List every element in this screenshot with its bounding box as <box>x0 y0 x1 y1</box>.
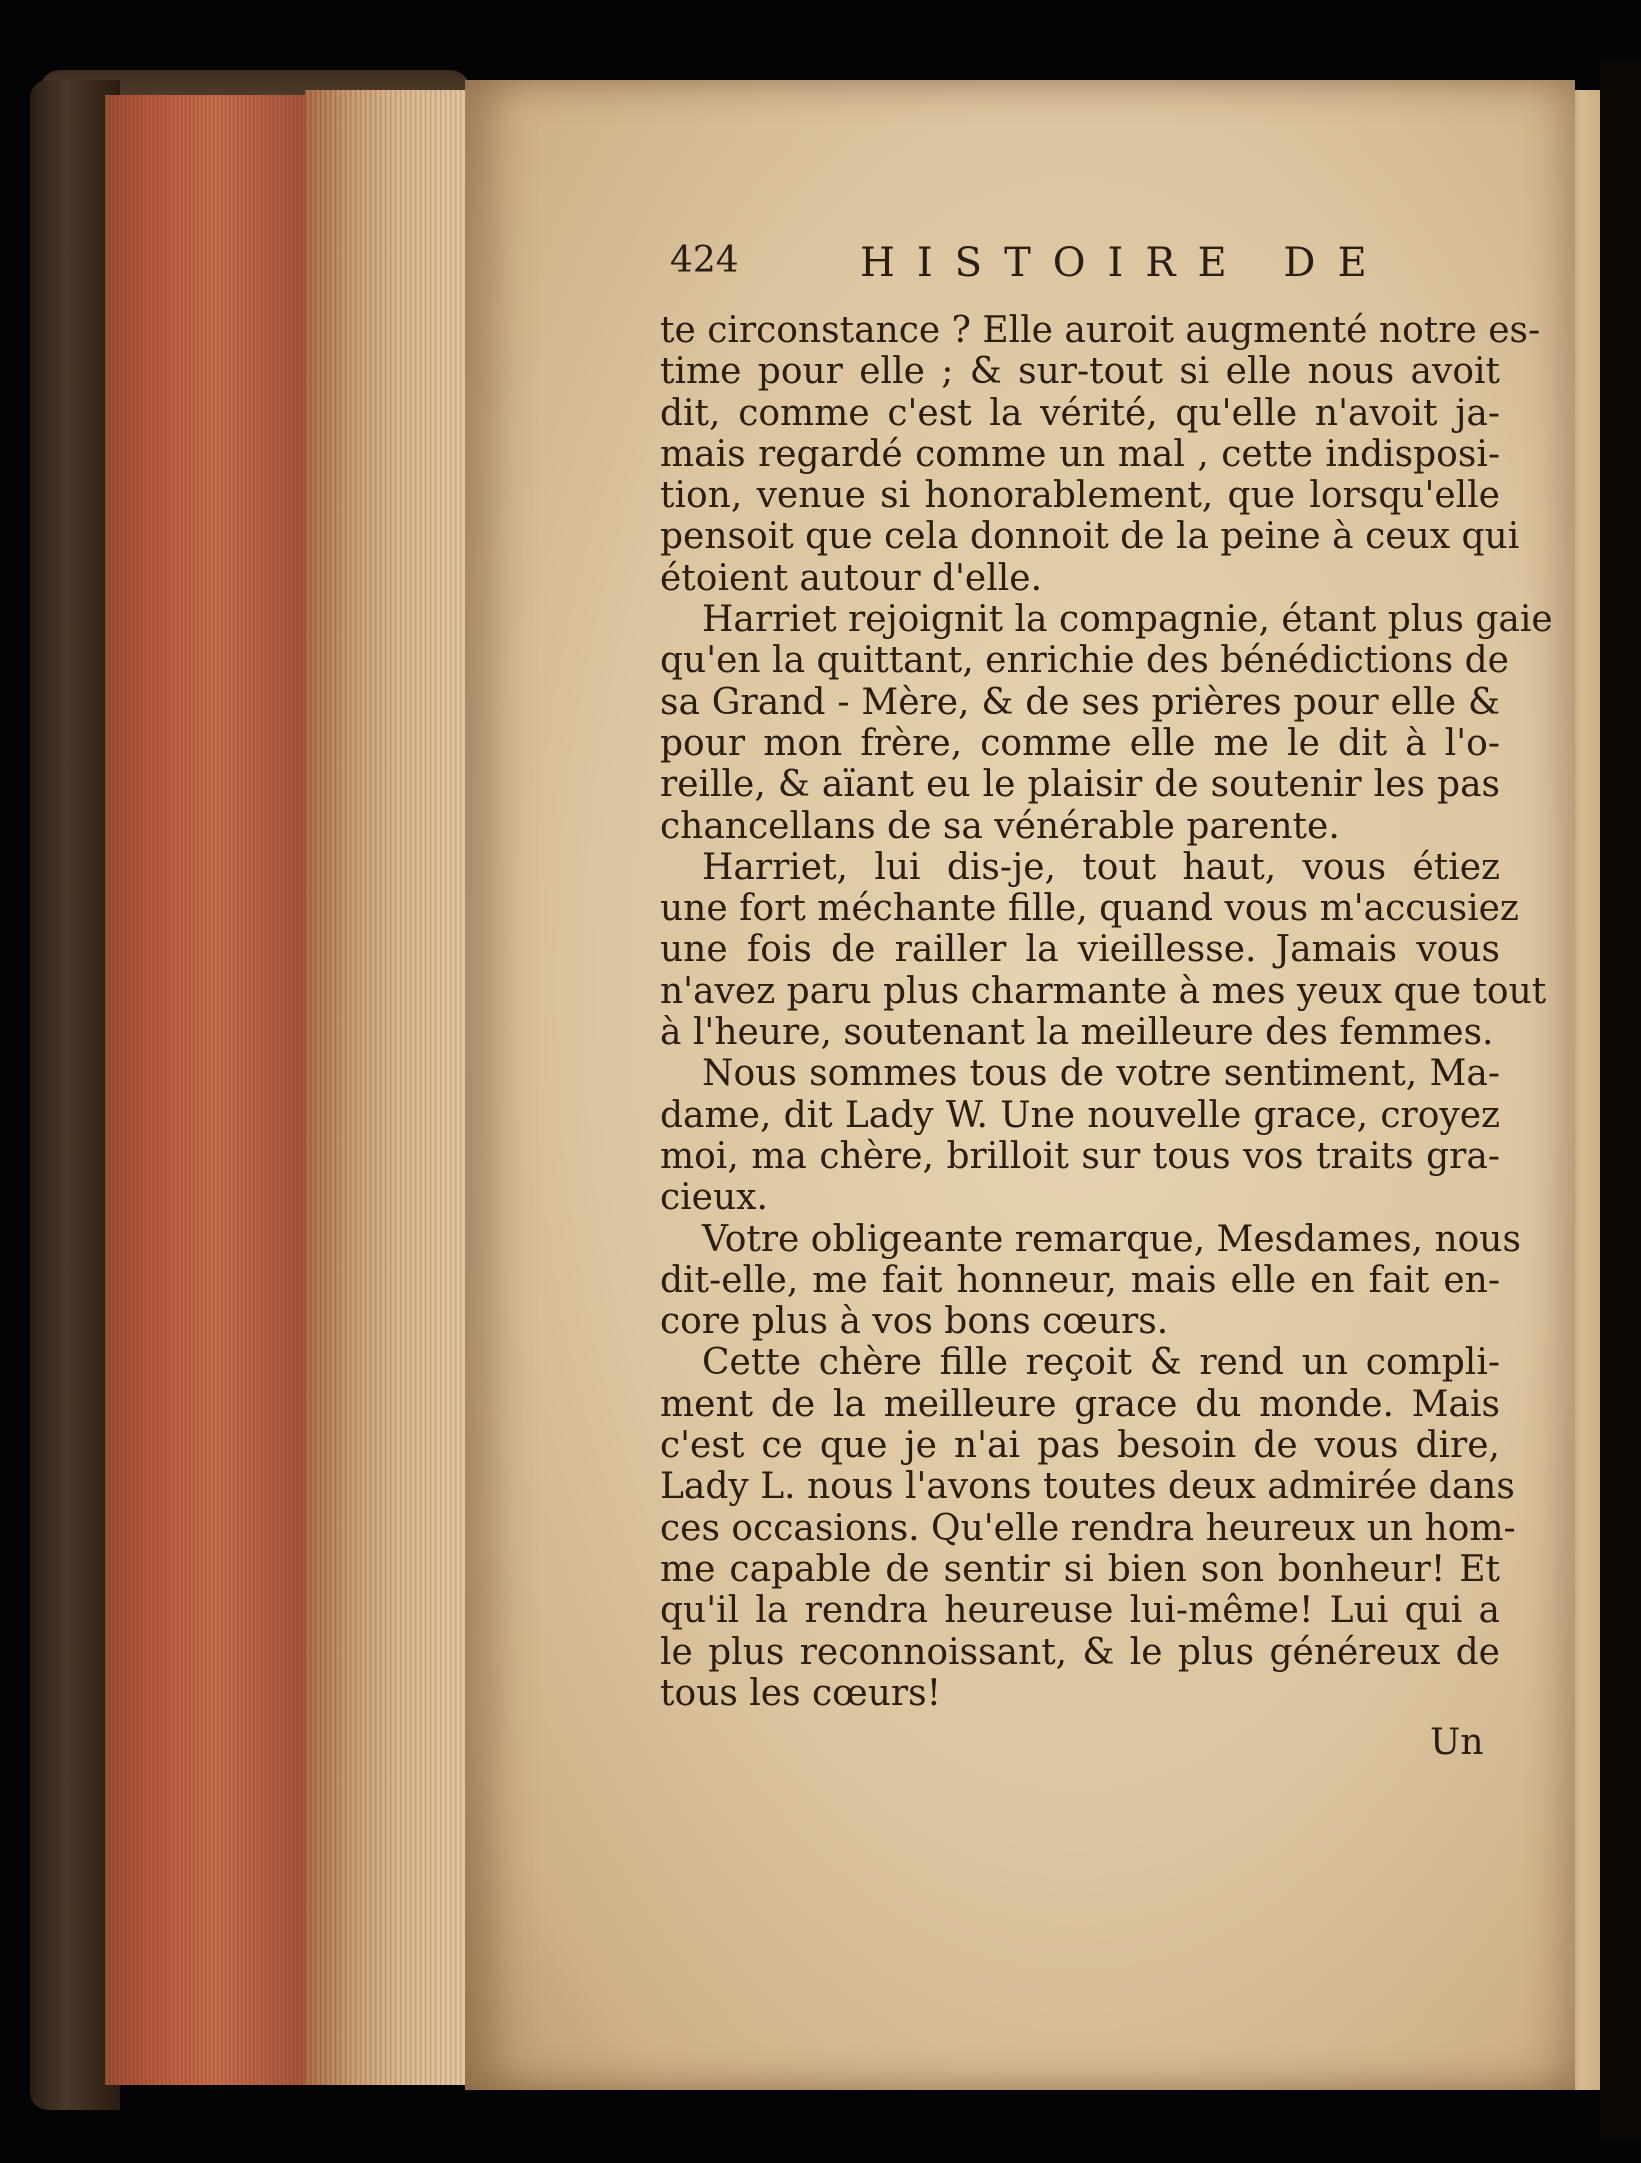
text-line: dame, dit Lady W. Une nouvelle grace, croyez <box>660 1094 1500 1136</box>
text-line: pensoit que cela donnoit de la peine à ceux qui <box>660 516 1520 558</box>
text-line: qu'il la rendra heureuse lui-même! Lui qui a <box>660 1590 1500 1632</box>
text-line: dit-elle, me fait honneur, mais elle en fait en- <box>660 1259 1500 1301</box>
page-header <box>660 240 1500 310</box>
text-line: moi, ma chère, brilloit sur tous vos traits gra- <box>660 1135 1500 1177</box>
text-line: le plus reconnoissant, & le plus généreux de <box>660 1631 1500 1673</box>
text-line: qu'en la quittant, enrichie des bénédictions de <box>660 640 1509 682</box>
text-line: mais regardé comme un mal , cette indisposi- <box>660 433 1500 475</box>
text-line: ment de la meilleure grace du monde. Mais <box>660 1383 1500 1425</box>
text-line: Nous sommes tous de votre sentiment, Ma- <box>702 1053 1500 1095</box>
text-line: une fois de railler la vieillesse. Jamais vous <box>660 929 1500 971</box>
page-edges <box>305 90 465 2085</box>
text-line: étoient autour d'elle. <box>660 557 1043 599</box>
text-line: c'est ce que je n'ai pas besoin de vous dire, <box>660 1425 1500 1467</box>
text-line: Cette chère fille reçoit & rend un compli- <box>702 1342 1500 1384</box>
page-text <box>660 240 1553 1764</box>
text-line: tous les cœurs! <box>660 1672 942 1714</box>
catchword: Un <box>1430 1722 1484 1764</box>
text-line: sa Grand - Mère, & de ses prières pour elle & <box>660 681 1500 723</box>
text-line: te circonstance ? Elle auroit augmenté notre es- <box>660 310 1541 351</box>
body-text <box>660 310 1553 1714</box>
scan-background <box>1600 60 1641 2140</box>
text-line: une fort méchante fille, quand vous m'accusiez <box>660 888 1519 930</box>
text-line: n'avez paru plus charmante à mes yeux que tout <box>660 970 1547 1012</box>
text-line: pour mon frère, comme elle me le dit à l'o- <box>660 722 1500 764</box>
text-line: reille, & aïant eu le plaisir de soutenir les pas <box>660 764 1500 806</box>
text-line: me capable de sentir si bien son bonheur! Et <box>660 1548 1500 1590</box>
text-line: time pour elle ; & sur-tout si elle nous avoit <box>660 351 1500 393</box>
text-line: Votre obligeante remarque, Mesdames, nous <box>702 1218 1521 1260</box>
text-line: Lady L. nous l'avons toutes deux admirée dans <box>660 1466 1515 1508</box>
running-head: HISTOIRE DE <box>860 240 1389 286</box>
text-line: dit, comme c'est la vérité, qu'elle n'avoit ja- <box>660 392 1500 434</box>
text-line: ces occasions. Qu'elle rendra heureux un hom- <box>660 1507 1516 1549</box>
text-line: chancellans de sa vénérable parente. <box>660 805 1340 847</box>
page-number: 424 <box>670 240 739 281</box>
text-line: core plus à vos bons cœurs. <box>660 1301 1169 1343</box>
text-line: Harriet, lui dis-je, tout haut, vous étiez <box>702 846 1500 888</box>
text-line: à l'heure, soutenant la meilleure des femmes. <box>660 1012 1494 1054</box>
text-line: tion, venue si honorablement, que lorsqu'elle <box>660 475 1500 517</box>
text-line: Harriet rejoignit la compagnie, étant plus gaie <box>702 599 1553 641</box>
page-edges-red <box>105 95 305 2085</box>
text-line: cieux. <box>660 1177 768 1219</box>
